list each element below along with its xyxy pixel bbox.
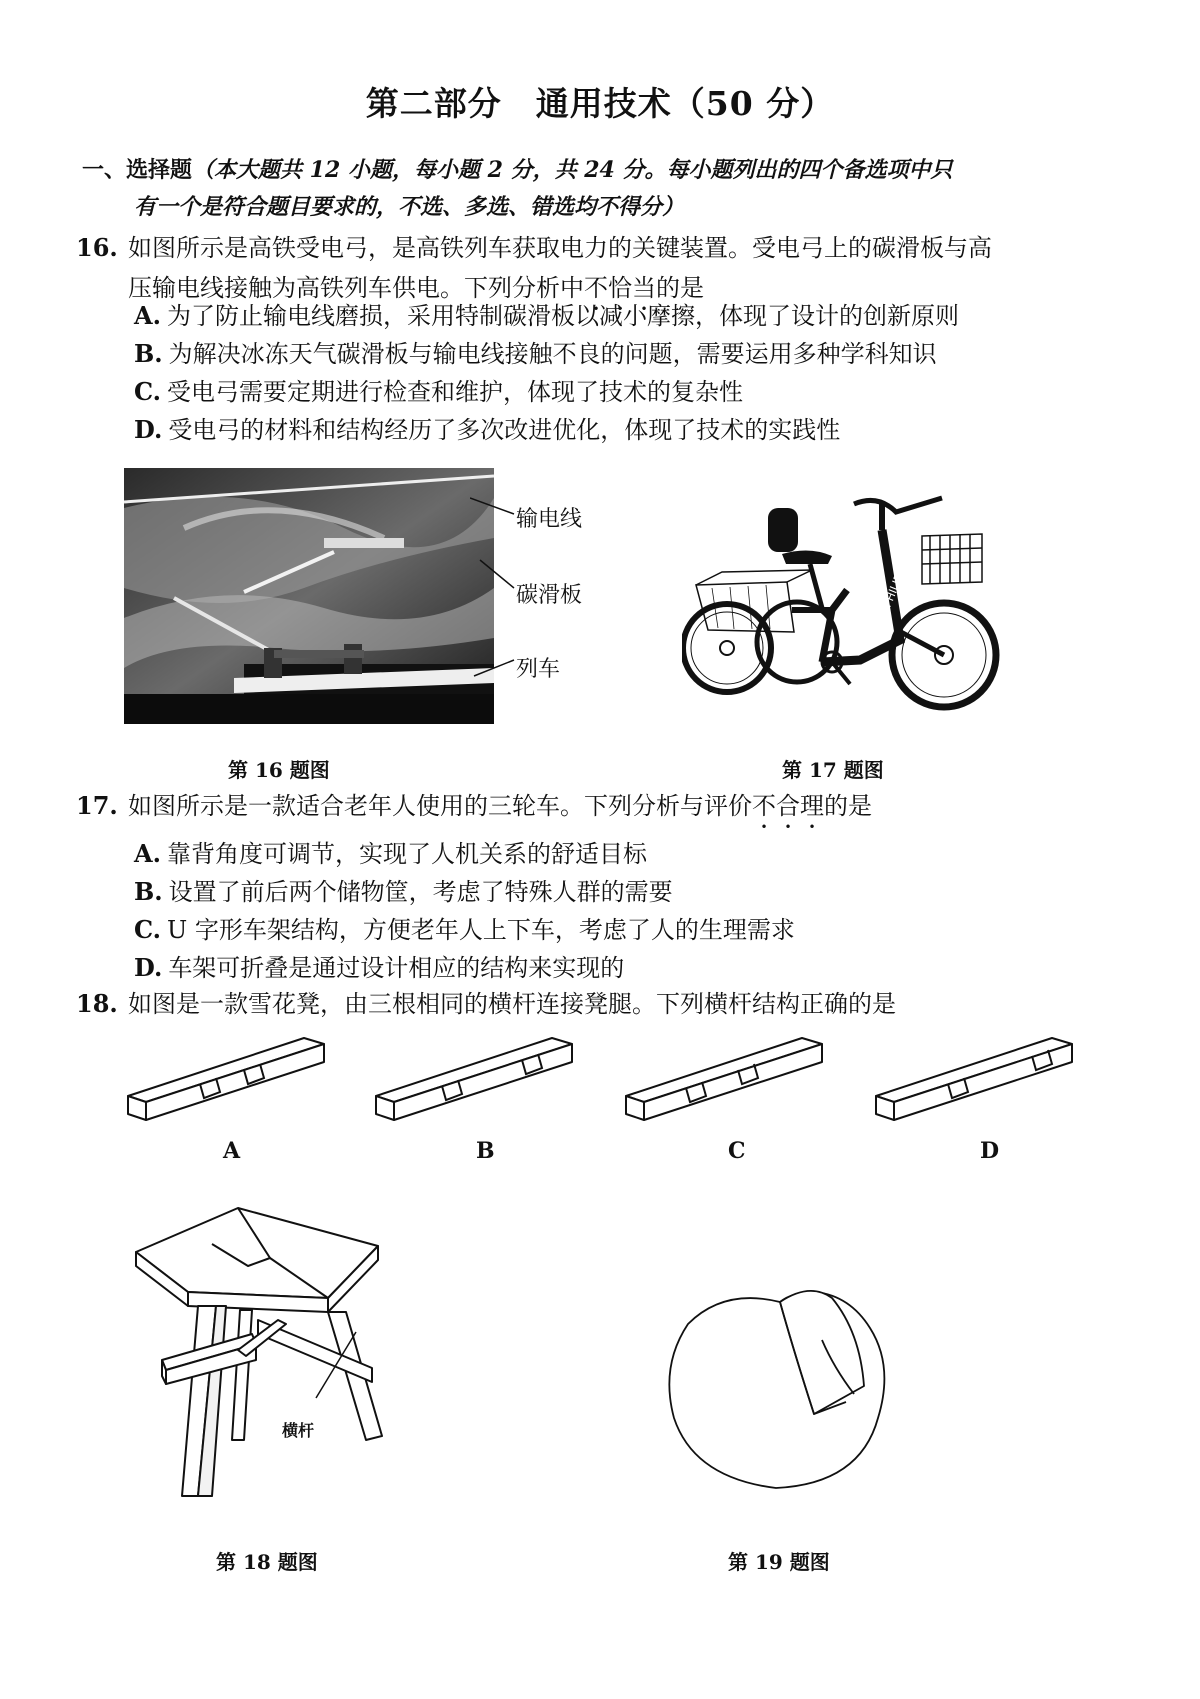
emphasis-text: 不恰当: [584, 274, 656, 302]
caption-q16: 第 16 题图: [228, 758, 330, 782]
label-train: 列车: [516, 657, 561, 682]
question-17: [76, 786, 1156, 834]
label-crossbar: 横杆: [282, 1421, 315, 1440]
option-a[interactable]: [134, 296, 959, 331]
option-text: 为了防止输电线磨损，采用特制碳滑板以减小摩擦，体现了设计的创新原则: [166, 302, 959, 330]
choice-label-a: A: [223, 1138, 241, 1164]
section-heading: [82, 152, 1142, 226]
stem-text: 的是: [824, 792, 872, 820]
option-letter: D.: [134, 953, 163, 982]
caption-q17: 第 17 题图: [782, 758, 884, 782]
option-text: 为解决冰冻天气碳滑板与输电线接触不良的问题，需要运用多种学科知识: [168, 340, 937, 368]
pantograph-photo: [124, 468, 494, 724]
question-number: 18.: [76, 989, 118, 1018]
option-letter: B.: [134, 877, 163, 906]
crossbar-option-c[interactable]: [622, 1026, 828, 1122]
option-a[interactable]: [134, 834, 647, 869]
page-title: 第二部分 通用技术（50 分）: [365, 84, 835, 123]
snowflake-stool-figure: [128, 1200, 398, 1500]
stem-text: 压输电线接触为高铁列车供电。下列分析中: [128, 274, 584, 302]
stem-text: 的是: [656, 274, 704, 302]
option-c[interactable]: [134, 372, 743, 407]
choice-label-d: D: [980, 1138, 1000, 1164]
label-carbon-slider: 碳滑板: [516, 583, 583, 608]
stem-text: 如图所示是一款适合老年人使用的三轮车。下列分析与评价: [128, 792, 752, 820]
option-letter: C.: [134, 915, 162, 944]
label-wire: 输电线: [516, 507, 583, 532]
option-b[interactable]: [134, 872, 673, 907]
option-letter: D.: [134, 415, 163, 444]
choice-label-c: C: [728, 1138, 746, 1164]
option-letter: A.: [134, 839, 161, 868]
section-label: 一、选择题: [82, 157, 193, 183]
crossbar-option-a[interactable]: [124, 1026, 330, 1122]
option-text: 靠背角度可调节，实现了人机关系的舒适目标: [166, 840, 647, 868]
option-b[interactable]: [134, 334, 937, 369]
brand-text: PHILIPS: [880, 566, 909, 610]
caption-q19: 第 19 题图: [728, 1550, 830, 1574]
section-desc-2: 有一个是符合题目要求的，不选、多选、错选均不得分）: [134, 194, 685, 220]
caption-q18: 第 18 题图: [216, 1550, 318, 1574]
crossbar-option-d[interactable]: [872, 1026, 1078, 1122]
option-letter: C.: [134, 377, 162, 406]
option-text: 设置了前后两个储物筐，考虑了特殊人群的需要: [168, 878, 673, 906]
option-text: U 字形车架结构，方便老年人上下车，考虑了人的生理需求: [167, 916, 795, 944]
option-text: 受电弓的材料和结构经历了多次改进优化，体现了技术的实践性: [168, 416, 841, 444]
section-desc-1: （本大题共 12 小题，每小题 2 分，共 24 分。每小题列出的四个备选项中只: [192, 157, 953, 183]
question-stem-line1: 如图所示是高铁受电弓，是高铁列车获取电力的关键装置。受电弓上的碳滑板与高: [128, 234, 992, 262]
question-number: 17.: [76, 791, 118, 820]
question-18: [76, 984, 1156, 1024]
option-d[interactable]: [134, 410, 840, 445]
choice-label-b: B: [476, 1138, 495, 1164]
option-d[interactable]: [134, 948, 624, 983]
q19-sphere-figure: [664, 1278, 894, 1500]
tricycle-figure: [682, 490, 1012, 720]
stem-text: 如图是一款雪花凳，由三根相同的横杆连接凳腿。下列横杆结构正确的是: [128, 990, 896, 1018]
option-text: 受电弓需要定期进行检查和维护，体现了技术的复杂性: [167, 378, 744, 406]
question-number: 16.: [76, 233, 118, 262]
option-text: 车架可折叠是通过设计相应的结构来实现的: [168, 954, 625, 982]
emphasis-text: 不合理: [752, 792, 824, 820]
option-c[interactable]: [134, 910, 795, 945]
option-letter: A.: [134, 301, 161, 330]
option-letter: B.: [134, 339, 163, 368]
crossbar-option-b[interactable]: [372, 1026, 578, 1122]
